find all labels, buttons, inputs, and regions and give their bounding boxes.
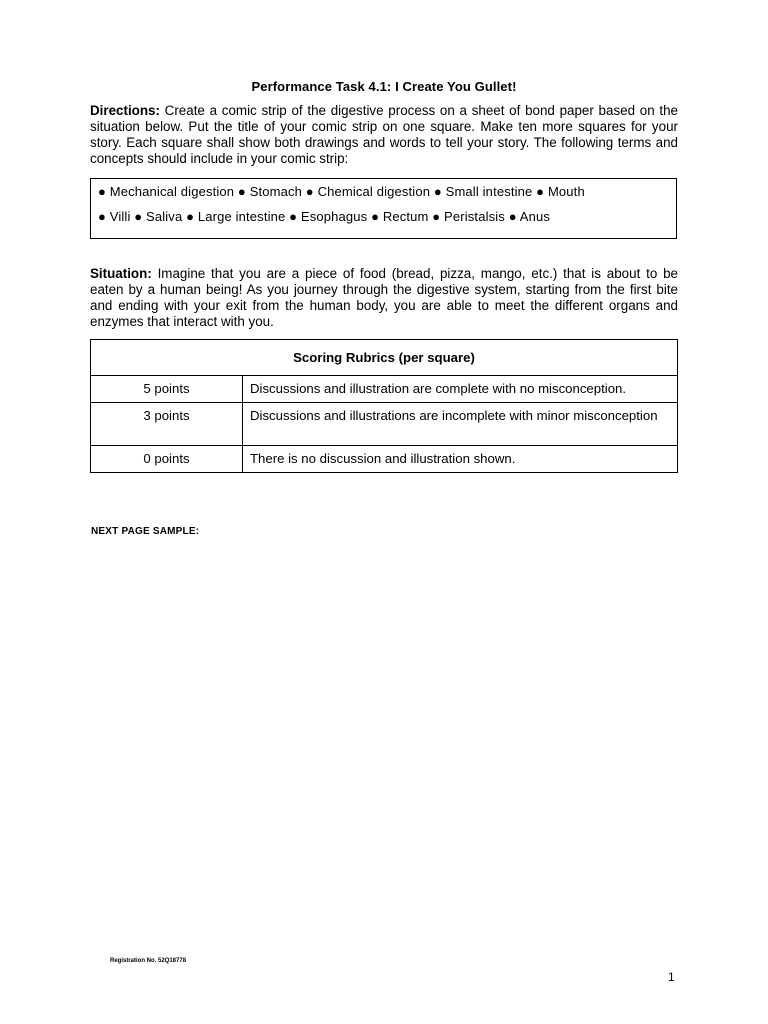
rubric-points: 3 points (91, 403, 243, 446)
rubric-description: Discussions and illustration are complete with no misconception. (243, 376, 678, 403)
directions-paragraph (90, 103, 678, 167)
table-row (91, 376, 678, 403)
next-page-sample-label: NEXT PAGE SAMPLE: (91, 526, 200, 537)
terms-line-2: ● Villi ● Saliva ● Large intestine ● Esophagus ● Rectum ● Peristalsis ● Anus (98, 209, 550, 224)
rubric-description: Discussions and illustrations are incomplete with minor misconception (243, 403, 678, 446)
rubric-header-row (91, 340, 678, 376)
registration-number: Registration No. 52Q18778 (110, 958, 187, 964)
scoring-rubric-table (90, 339, 678, 473)
task-title: Performance Task 4.1: I Create You Gullet! (251, 79, 517, 94)
rubric-description: There is no discussion and illustration shown. (243, 446, 678, 473)
situation-paragraph (90, 266, 678, 330)
directions-text: Create a comic strip of the digestive process on a sheet of bond paper based on the situation below. Put the title of your comic strip on one square. Make ten more squares for your story. Each square shall show both drawings and words to tell your story. The following terms and concepts should include in your comic strip: (90, 103, 678, 166)
situation-label: Situation: (90, 266, 152, 281)
table-row (91, 446, 678, 473)
situation-text: Imagine that you are a piece of food (bread, pizza, mango, etc.) that is about to be eaten by a human being! As you journey through the digestive system, starting from the first bite and ending with your exit from the human body, you are able to meet the different organs and enzymes that interact with you. (90, 266, 678, 329)
terms-line-1: ● Mechanical digestion ● Stomach ● Chemical digestion ● Small intestine ● Mouth (98, 184, 585, 199)
page-number: 1 (668, 970, 675, 984)
rubric-header: Scoring Rubrics (per square) (91, 340, 678, 376)
table-row (91, 403, 678, 446)
directions-label: Directions: (90, 103, 160, 118)
terms-box (90, 178, 677, 239)
rubric-points: 0 points (91, 446, 243, 473)
rubric-points: 5 points (91, 376, 243, 403)
